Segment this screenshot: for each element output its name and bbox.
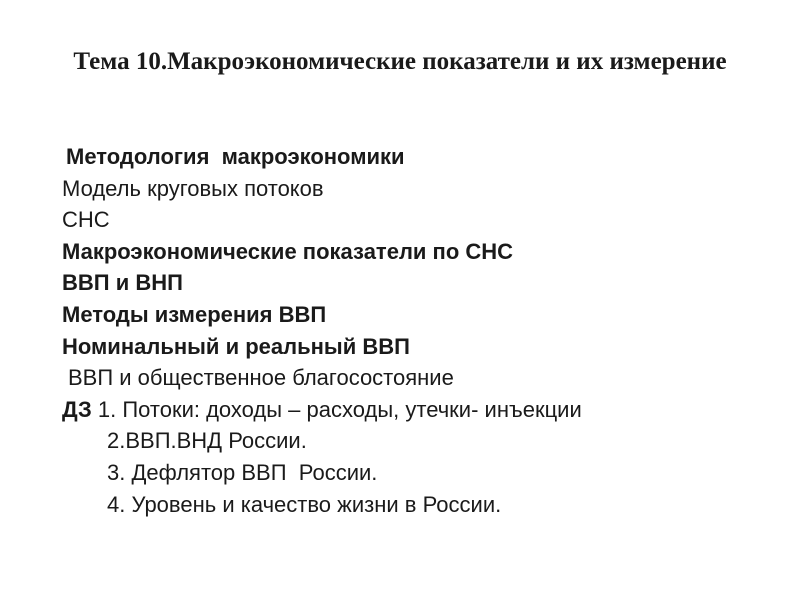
homework-task-2: 2.ВВП.ВНД России.: [107, 428, 307, 454]
topic-list: [62, 141, 762, 520]
slide-title: Тема 10.Макроэкономические показатели и их измерение: [73, 48, 727, 75]
homework-task-3: 3. Дефлятор ВВП России.: [107, 459, 378, 485]
list-item-circular-flow: Модель круговых потоков: [62, 175, 324, 201]
list-item-gdp-gnp: ВВП и ВНП: [62, 270, 183, 296]
homework-label: ДЗ: [62, 396, 92, 422]
list-item-sna-indicators: Макроэкономические показатели по СНС: [62, 238, 514, 264]
homework-task-4: 4. Уровень и качество жизни в России.: [107, 491, 502, 517]
homework-task-1: 1. Потоки: доходы – расходы, утечки- инъекции: [97, 396, 582, 422]
list-item-gdp-methods: Методы измерения ВВП: [62, 301, 327, 327]
list-item-methodology: Методология макроэкономики: [66, 144, 405, 169]
list-item-sna: СНС: [62, 207, 110, 233]
list-item-nominal-real-gdp: Номинальный и реальный ВВП: [62, 333, 410, 359]
list-item-gdp-welfare: ВВП и общественное благосостояние: [68, 365, 454, 391]
homework-line-1: [62, 394, 762, 426]
